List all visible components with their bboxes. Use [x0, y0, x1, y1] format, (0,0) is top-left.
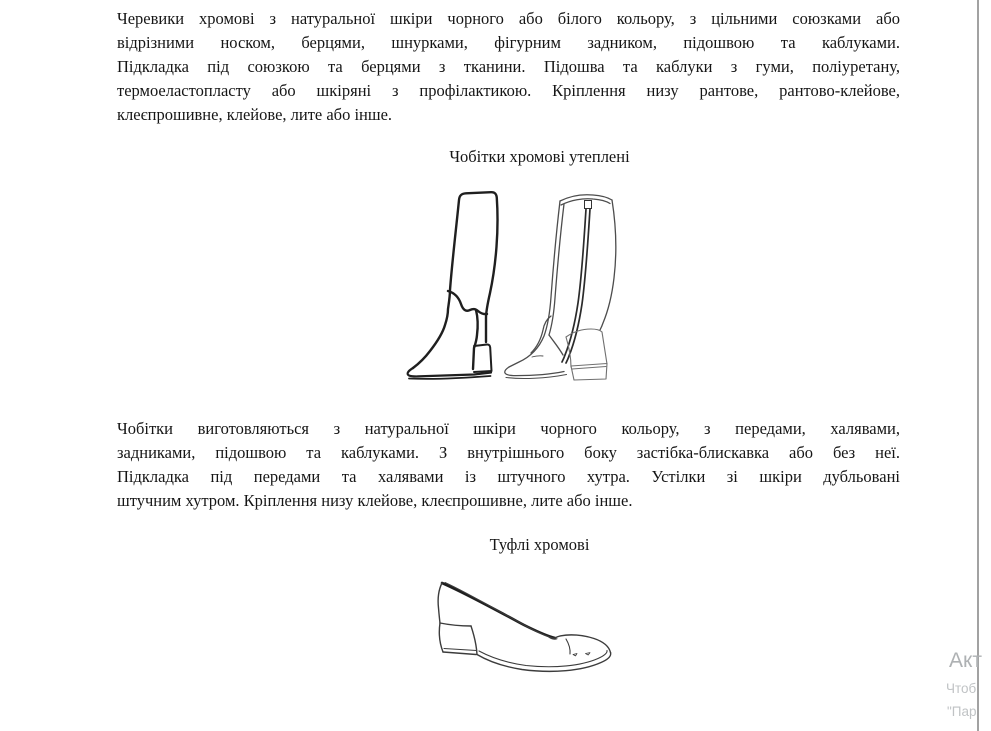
paragraph-line: Черевики хромові з натуральної шкіри чорного або білого кольору, з цільними союзками або — [117, 9, 900, 28]
watermark-subtitle-1: Чтоб — [946, 681, 977, 696]
paragraph-line: термоеластопласту або шкіряні з профілактикою. Кріплення низу рантове, рантово-клейове, — [117, 81, 900, 100]
pump-shoe-figure[interactable] — [420, 575, 620, 682]
boots-figure[interactable] — [400, 185, 640, 391]
paragraph-line: відрізними носком, берцями, шнурками, фігурним задником, підошвою та каблуками. — [117, 33, 900, 52]
page-edge-line — [977, 0, 979, 731]
paragraph-line: Чобітки виготовляються з натуральної шкіри чорного кольору, з передами, халявами, — [117, 419, 900, 438]
paragraph-line: Підкладка під союзкою та берцями з тканини. Підошва та каблуки з гуми, поліуретану, — [117, 57, 900, 76]
section-heading-chobitky[interactable]: Чобітки хромові утеплені — [449, 147, 630, 166]
paragraph-line: штучним хутром. Кріплення низу клейове, клеєпрошивне, лите або інше. — [117, 491, 633, 510]
watermark-subtitle-2: "Пар — [947, 704, 977, 719]
watermark-title: Акт — [949, 649, 983, 672]
paragraph-line: Підкладка під передами та халявами із штучного хутра. Устілки зі шкіри дубльовані — [117, 467, 900, 486]
paragraph-cherevyky[interactable] — [117, 7, 900, 127]
paragraph-line: задниками, підошвою та каблуками. З внутрішнього боку застібка-блискавка або без неї. — [117, 443, 900, 462]
section-heading-tufli[interactable]: Туфлі хромові — [489, 535, 590, 554]
paragraph-line: клеєпрошивне, клейове, лите або інше. — [117, 105, 393, 124]
paragraph-chobitky[interactable] — [117, 417, 900, 513]
